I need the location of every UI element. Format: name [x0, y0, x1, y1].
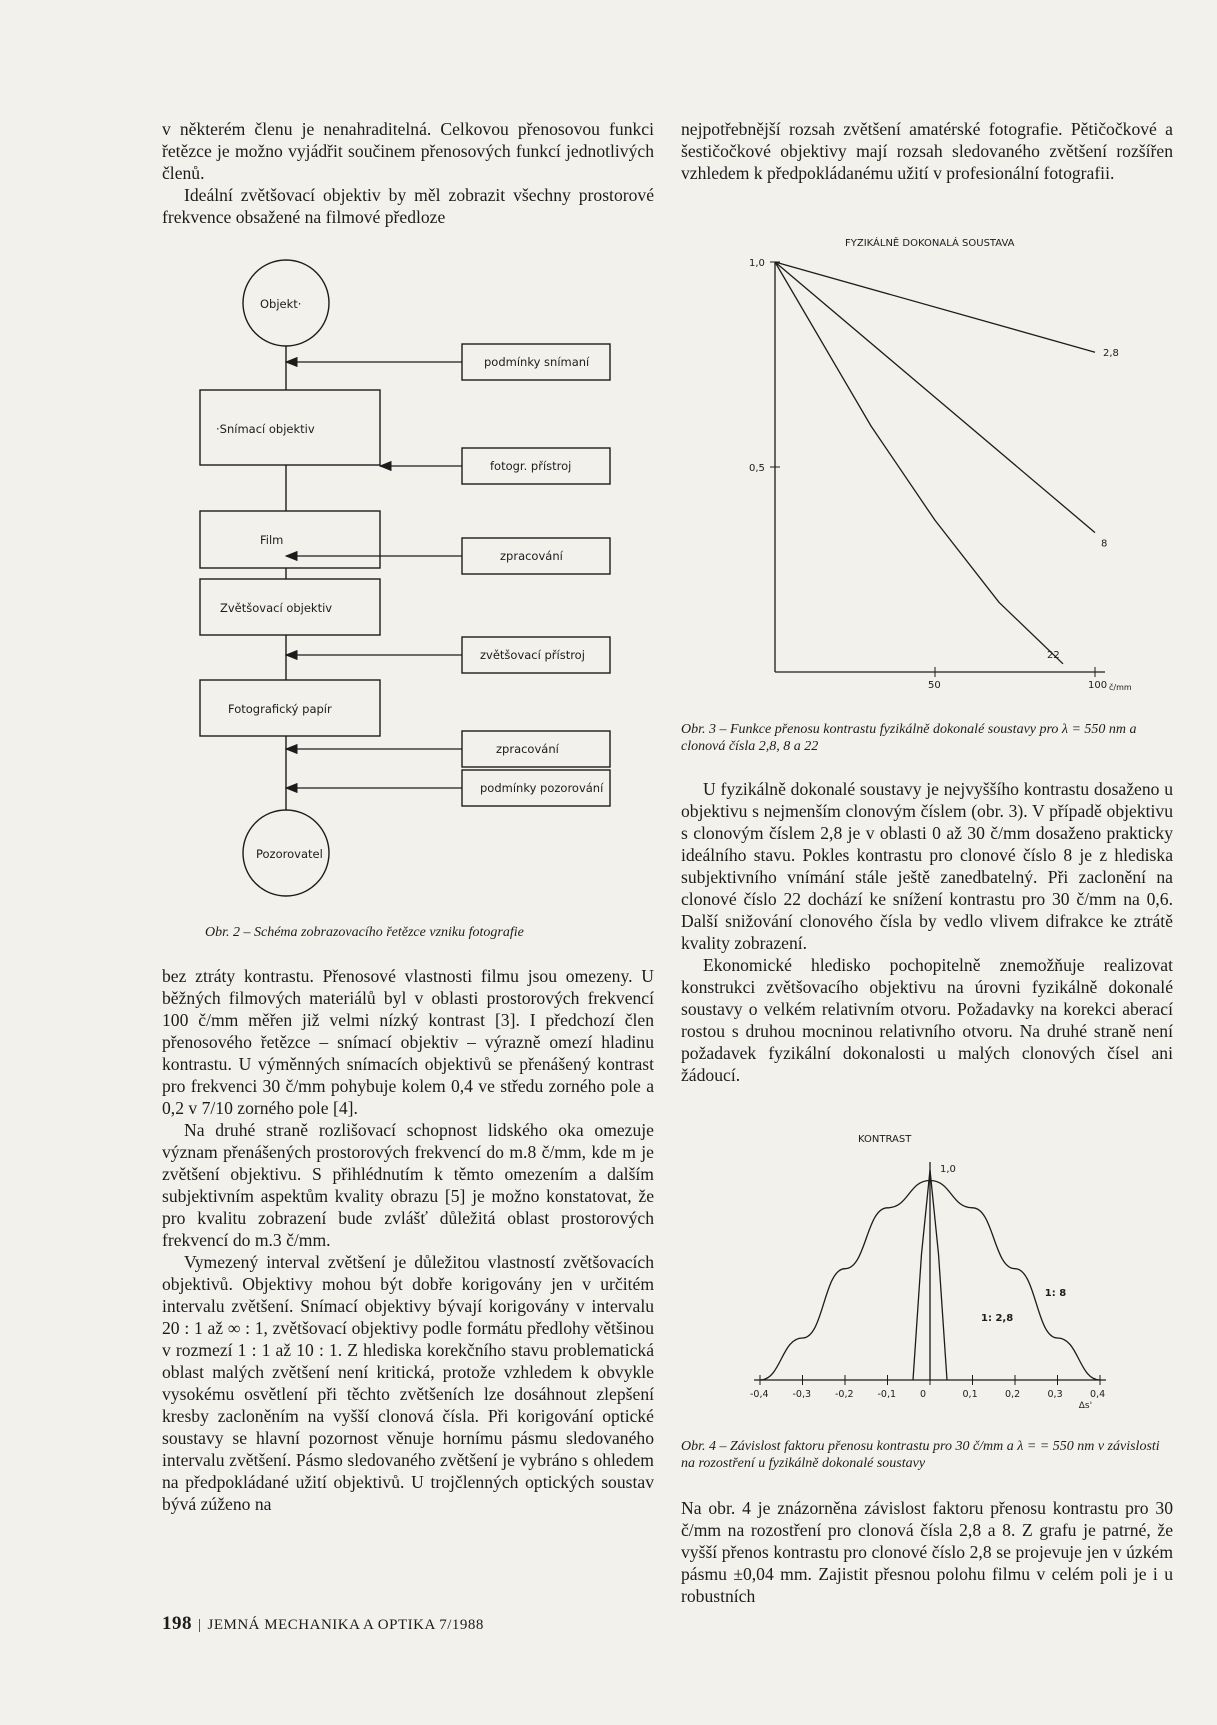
figure-2-caption: Obr. 2 – Schéma zobrazovacího řetězce vzniku fotografie — [205, 925, 524, 940]
label-box: podmínky pozorování — [480, 781, 604, 795]
label-box: Fotografický papír — [228, 702, 332, 716]
paragraph: Na druhé straně rozlišovací schopnost lidského oka omezuje význam přenášených prostorových frekvencí do m.8 č/mm, kde m je zvětšení objektivu. S přihlédnutím k těmto omezením a dalším subjektivním aspektům kvality obrazu [5] je možno konstatovat, že pro kvalitu zobrazení bude zvlášť důležitá oblast prostorových frekvencí do m.3 č/mm. — [162, 1120, 654, 1250]
series-label: 1: 8 — [1044, 1288, 1067, 1299]
paragraph: v některém členu je nenahraditelná. Celkovou přenosovou funkci řetězce je možno vyjádřit součinem přenosových funkcí jednotlivých členů. — [162, 119, 654, 183]
x-tick-label: 0,1 — [962, 1389, 978, 1400]
box-film — [200, 511, 380, 568]
paragraph: nejpotřebnější rozsah zvětšení amatérské fotografie. Pětičočkové a šestičočkové objektivy mají rozsah sledovaného zvětšení rozšířen vzhledem k předpokládanému užití v profesionální fotografii. — [681, 119, 1173, 183]
right-column-middle — [681, 778, 1173, 1086]
label-box: zpracování — [496, 742, 559, 756]
y-tick-label: 1,0 — [940, 1164, 956, 1175]
x-axis-label: Δs' — [1078, 1401, 1093, 1411]
x-tick-label: 0,2 — [1005, 1389, 1021, 1400]
x-tick-label: 0,3 — [1047, 1389, 1063, 1400]
series-label: 22 — [1047, 649, 1060, 661]
chart-title: KONTRAST — [858, 1134, 912, 1145]
left-column-top — [162, 118, 654, 228]
paragraph: Ekonomické hledisko pochopitelně znemožňuje realizovat konstrukci zvětšovacího objektivu na úrovni fyzikálně dokonalé soustavy o velkém relativním otvoru. Požadavky na korekci aberací rostou s druhou mocninou relativního otvoru. Na druhé straně není požadavek fyzikální dokonalosti u malých clonových čísel ani žádoucí. — [681, 955, 1173, 1085]
left-column-bottom — [162, 965, 654, 1515]
label-box: Zvětšovací objektiv — [220, 601, 333, 615]
label-objekt: Objekt· — [260, 297, 302, 311]
x-tick-label: -0,2 — [835, 1389, 854, 1400]
x-tick-label: 0,4 — [1090, 1389, 1106, 1400]
x-tick-label: 100 — [1088, 680, 1108, 691]
chart-title: FYZIKÁLNĚ DOKONALÁ SOUSTAVA — [845, 238, 1015, 249]
series-label: 1: 2,8 — [981, 1313, 1014, 1325]
figure-2-flowchart — [190, 250, 630, 910]
paragraph: Vymezený interval zvětšení je důležitou vlastností zvětšovacích objektivů. Objektivy mohou být dobře korigovány jen v určitém intervalu zvětšení. Snímací objektivy bývají korigovány v intervalu 20 : 1 až ∞ : 1, zvětšovací objektivy podle formátu předlohy většinou v rozmezí 1 : 1 až 10 : 1. Z hlediska korekčního stavu problematická oblast malých zvětšení není kritická, protože vzhledem k obvykle vysokému osvětlení při těchto zvětšeních lze dosáhnout zlepšení kresby zacloněním na vyšší clonová čísla. Při korigování optické soustavy se hlavní pozornost věnuje hornímu pásmu sledovaného intervalu zvětšení. Pásmo sledovaného zvětšení je vybráno s ohledem na předpokládané užití objektivů. U trojčlenných optických soustav bývá zúženo na — [162, 1252, 654, 1514]
x-tick-label: -0,1 — [877, 1389, 897, 1400]
paragraph: bez ztráty kontrastu. Přenosové vlastnosti filmu jsou omezeny. U běžných filmových materiálů byl v oblasti prostorových frekvencí 100 č/mm měřen již velmi nízký kontrast [3]. I předchozí člen přenosového řetězce – snímací objektiv – výrazně omezí hladinu kontrastu. U výměnných snímacích objektivů se přenášený kontrast pro frekvenci 30 č/mm pohybuje kolem 0,4 ve středu zorného pole a 0,2 v 7/10 zorného pole [4]. — [162, 966, 654, 1118]
x-tick-label: 50 — [928, 680, 941, 691]
figure-3-chart — [740, 232, 1140, 702]
x-tick-label: -0,4 — [750, 1389, 769, 1400]
figure-3-caption: Obr. 3 – Funkce přenosu kontrastu fyzikálně dokonalé soustavy pro λ = 550 nm a clonová čísla 2,8, 8 a 22 — [681, 722, 1137, 754]
series-line-2 — [775, 262, 1063, 664]
series-line-0 — [775, 262, 1095, 352]
x-tick-label: 0 — [920, 1389, 927, 1400]
label-box: zvětšovací přístroj — [480, 648, 585, 662]
label-box: fotogr. přístroj — [490, 459, 572, 473]
paragraph: Ideální zvětšovací objektiv by měl zobrazit všechny prostorové frekvence obsažené na filmové předloze — [162, 185, 654, 227]
label-box: zpracování — [500, 549, 563, 563]
figure-4-caption: Obr. 4 – Závislost faktoru přenosu kontrastu pro 30 č/mm a λ = = 550 nm v závislosti na rozostření u fyzikálně dokonalé soustavy — [681, 1439, 1160, 1471]
label-box: ·Snímací objektiv — [216, 422, 315, 436]
y-tick-label: 1,0 — [749, 258, 765, 269]
label-box: Film — [260, 533, 284, 547]
page-footer: 198 | JEMNÁ MECHANIKA A OPTIKA 7/1988 — [162, 1613, 484, 1634]
right-column-bottom — [681, 1497, 1173, 1607]
journal-name: JEMNÁ MECHANIKA A OPTIKA 7/1988 — [207, 1617, 484, 1633]
paragraph: Na obr. 4 je znázorněna závislost faktoru přenosu kontrastu pro 30 č/mm na rozostření pro clonová čísla 2,8 a 8. Z grafu je patrné, že vyšší přenos kontrastu pro clonové číslo 2,8 se projevuje jen v úzkém pásmu ±0,04 mm. Zajistit přesnou polohu filmu v celém poli je i u robustních — [681, 1498, 1173, 1606]
page-number: 198 — [162, 1613, 192, 1634]
series-label: 2,8 — [1103, 348, 1119, 360]
series-line-1 — [775, 262, 1095, 533]
x-axis-label: č/mm — [1109, 683, 1132, 692]
paragraph: U fyzikálně dokonalé soustavy je nejvyššího kontrastu dosaženo u objektivu s nejmenším clonovým číslem (obr. 3). V případě objektivu s clonovým číslem 2,8 je v oblasti 0 až 30 č/mm dosaženo prakticky ideálního stavu. Pokles kontrastu pro clonové číslo 8 je z hlediska subjektivního vnímání stále ještě zanedbatelný. Při zaclonění na clonové číslo 22 dochází ke snížení kontrastu pro 30 č/mm na 0,6. Další snižování clonového čísla by vedlo vlivem difrakce ke ztrátě kvality zobrazení. — [681, 779, 1173, 953]
label-box: podmínky snímaní — [484, 355, 590, 369]
y-tick-label: 0,5 — [749, 463, 765, 474]
right-column-top — [681, 118, 1173, 184]
x-tick-label: -0,3 — [792, 1389, 812, 1400]
series-label: 8 — [1101, 538, 1108, 550]
label-pozorovatel: Pozorovatel — [256, 847, 323, 861]
figure-4-chart — [740, 1128, 1140, 1428]
